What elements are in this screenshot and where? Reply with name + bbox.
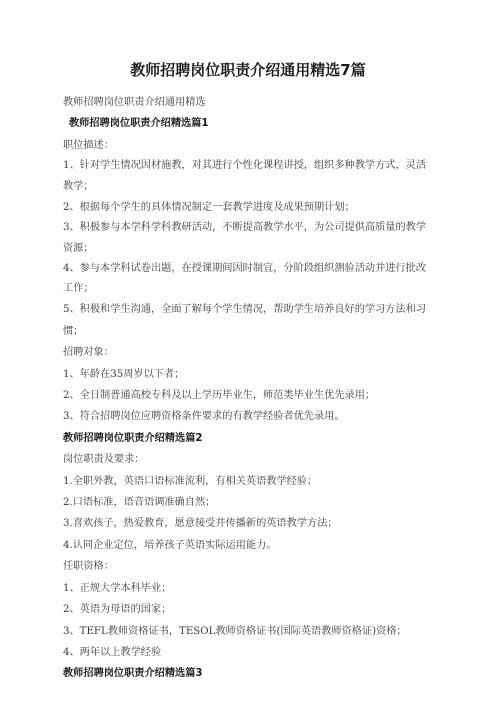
document-body (63, 92, 435, 685)
section-line: 4、两年以上教学经验 (63, 646, 162, 658)
section-line: 3、符合招聘岗位应聘资格条件要求的有教学经验者优先录用。 (63, 411, 345, 423)
section-heading: 教师招聘岗位职责介绍精选篇2 (63, 432, 203, 444)
section-line: 岗位职责及要求： (63, 454, 145, 466)
section-line: 2、根据每个学生的具体情况制定一套教学进度及成果预期计划； (63, 201, 355, 213)
section-line: 2.口语标准，语音语调准确自然； (63, 497, 216, 509)
section-line: 1、正规大学本科毕业； (63, 582, 172, 594)
section-line: 3、TEFL教师资格证书，TESOL教师资格证书(国际英语教师资格证)资格； (63, 625, 407, 637)
section-line: 招聘对象： (63, 347, 114, 359)
section-line: 1、针对学生情况因材施教，对其进行个性化课程讲授，组织多种教学方式，灵活教学； (63, 160, 427, 192)
section-line: 职位描述： (63, 139, 114, 151)
section-heading: 教师招聘岗位职责介绍精选篇3 (63, 668, 203, 680)
document-title: 教师招聘岗位职责介绍通用精选7篇 (130, 61, 366, 79)
section-heading: 教师招聘岗位职责介绍精选篇1 (69, 118, 209, 130)
section-line: 4、参与本学科试卷出题，在授课期间因时制宜，分阶段组织测验活动并进行批改工作； (63, 262, 427, 295)
section-line: 任职资格： (63, 561, 114, 573)
section-line: 1、年龄在35周岁以下者； (63, 368, 185, 380)
section-line: 5、积极和学生沟通，全面了解每个学生情况，帮助学生培养良好的学习方法和习惯； (63, 304, 427, 337)
section-line: 3、积极参与本学科学科教研活动，不断提高教学水平，为公司提供高质量的教学资源； (63, 222, 427, 254)
section-line: 1.全职外教，英语口语标准流利，有相关英语教学经验； (63, 475, 318, 487)
section-line: 2、英语为母语的国家； (63, 604, 172, 616)
section-line: 4.认同企业定位，培养孩子英语实际运用能力。 (63, 539, 277, 551)
section-line: 3.喜欢孩子，热爱教育，愿意接受并传播新的英语教学方法； (63, 518, 338, 530)
section-line: 2、全日制普通高校专科及以上学历毕业生，师范类毕业生优先录用； (63, 390, 376, 402)
document-subtitle: 教师招聘岗位职责介绍通用精选 (63, 97, 206, 108)
